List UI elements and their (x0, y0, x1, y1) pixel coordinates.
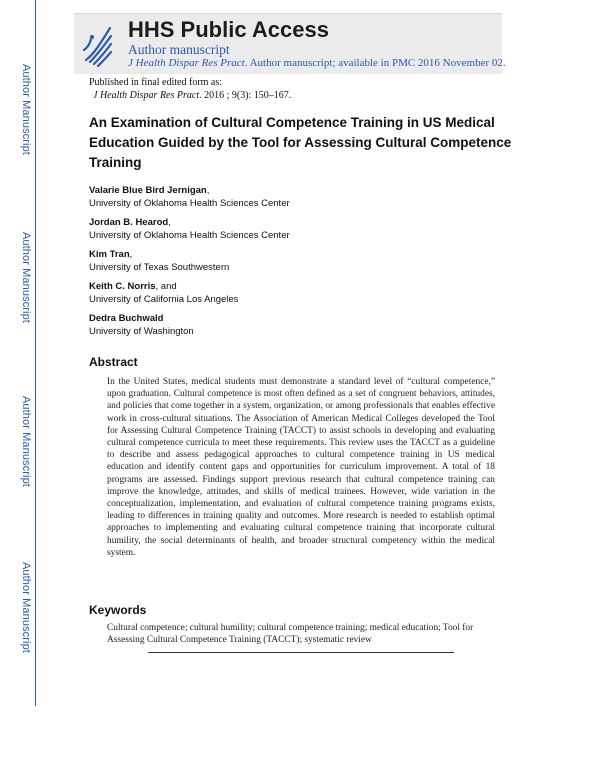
hhs-eagle-logo-icon (80, 20, 116, 70)
author-name: Dedra Buchwald (89, 313, 164, 324)
author-manuscript-label: Author manuscript (128, 42, 230, 57)
keywords-heading: Keywords (89, 603, 147, 617)
margin-label-author-manuscript: Author Manuscript (20, 396, 32, 487)
margin-rule (35, 0, 36, 706)
publication-journal: J Health Dispar Res Pract (93, 90, 200, 101)
author-affiliation: University of Oklahoma Health Sciences Center (89, 230, 290, 241)
article-title: An Examination of Cultural Competence Training in US Medical Education Guided by the Tool for Assessing Cultural Competence Training (89, 115, 512, 170)
margin-label-author-manuscript: Author Manuscript (20, 562, 32, 653)
author-entry (89, 280, 489, 306)
author-list (89, 184, 489, 344)
keywords-text: Cultural competence; cultural humility; cultural competence training; medical education; Tool for Assessing Cultural Competence Training (TACCT); systematic review (107, 623, 474, 646)
author-name: Valarie Blue Bird Jernigan (89, 185, 207, 196)
author-separator: , (129, 249, 133, 260)
abstract-heading: Abstract (89, 355, 138, 369)
author-name: Kim Tran (89, 249, 130, 260)
author-separator: , (206, 185, 210, 196)
author-separator: , and (155, 281, 177, 292)
hhs-header (74, 13, 506, 74)
publication-citation (89, 89, 291, 102)
author-name: Keith C. Norris (89, 281, 156, 292)
published-label: Published in final edited form as: (89, 77, 223, 88)
author-entry (89, 248, 489, 274)
author-separator: , (168, 217, 171, 228)
hhs-public-access-title: HHS Public Access (128, 17, 329, 42)
author-affiliation: University of Washington (89, 326, 194, 337)
journal-name: J Health Dispar Res Pract (128, 57, 245, 69)
margin-label-author-manuscript: Author Manuscript (20, 64, 32, 155)
footnote-divider (148, 652, 454, 653)
availability-text: . Author manuscript; available in PMC 2016 November 02. (244, 57, 506, 69)
author-entry (89, 312, 489, 338)
author-entry (89, 216, 489, 242)
author-entry (89, 184, 489, 210)
publication-volume: . 2016 ; 9(3): 150–167. (199, 90, 292, 101)
author-name: Jordan B. Hearod (89, 217, 169, 228)
publication-info (89, 76, 291, 102)
author-affiliation: University of Texas Southwestern (89, 262, 230, 273)
author-affiliation: University of California Los Angeles (89, 294, 239, 305)
availability-line (128, 57, 506, 69)
abstract-text: In the United States, medical students must demonstrate a standard level of “cultural competence,” upon graduation. Cultural competence is most often defined as a set of congruent behaviors, attitudes, and policies that come together in a system, organization, or among professionals that enables effective work in cross-cultural situations. The Association of American Medical Colleges developed the Tool for Assessing Cultural Competence Training (TACCT) to assist schools in developing and evaluating cultural competence curricula to meet these requirements. This review uses the TACCT as a guideline to describe and assess pedagogical approaches to cultural competence training in US medical education and identify content gaps and opportunities for curriculum improvement. A total of 18 programs are assessed. Findings support previous research that cultural competence training can improve the knowledge, attitudes, and skills of medical trainees. However, wide variation in the conceptualization, implementation, and evaluation of cultural competence training programs exists, leading to differences in training quality and outcomes. More research is needed to establish optimal approaches to implementing and evaluating cultural competence training that incorporate cultural humility, the social determinants of health, and broader structural competency within the medical system. (107, 377, 495, 558)
margin-label-author-manuscript: Author Manuscript (20, 232, 32, 323)
author-affiliation: University of Oklahoma Health Sciences Center (89, 198, 290, 209)
